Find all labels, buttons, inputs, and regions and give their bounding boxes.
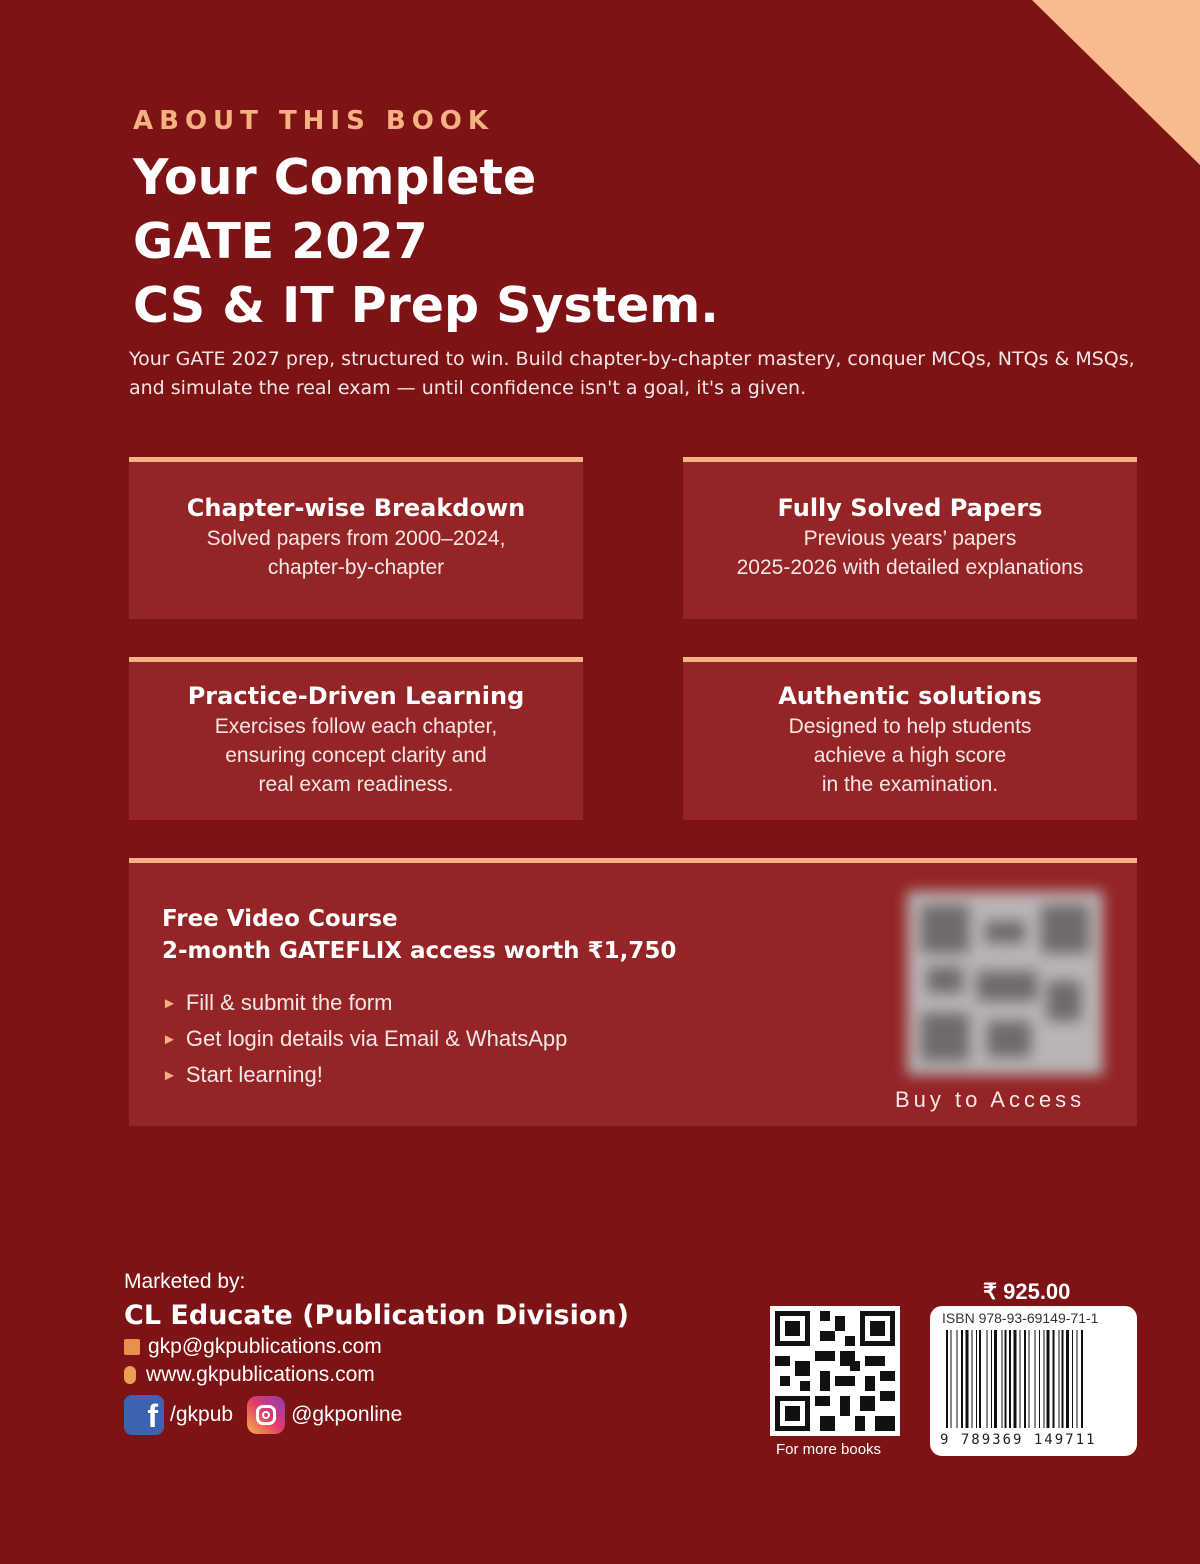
blurred-qr-code[interactable] [907,891,1103,1075]
qr-code[interactable] [770,1306,900,1436]
email-link[interactable]: gkp@gkpublications.com [148,1335,382,1358]
arrow-icon: ► [162,995,177,1012]
step-label: Get login details via Email & WhatsApp [185,1026,568,1051]
steps-list [162,985,567,1093]
feature-card [129,657,583,820]
feature-desc: Exercises follow each chapter, ensuring concept clarity and real exam readiness. [214,715,498,796]
social-row [124,1395,629,1435]
facebook-icon: f [124,1395,164,1435]
step-label: Start learning! [185,1062,323,1087]
arrow-icon: ► [162,1067,177,1084]
arrow-icon: ► [162,1031,177,1048]
headline [133,146,719,338]
headline-line: Your Complete [133,149,537,206]
isbn-barcode [930,1306,1137,1456]
facebook-handle[interactable]: /gkpub [170,1403,234,1426]
instagram-handle[interactable]: @gkponline [291,1403,403,1426]
intro-text: Your GATE 2027 prep, structured to win. Build chapter-by-chapter mastery, conquer MCQs, NTQs & MSQs, and simulate the real exam — until confidence isn't a goal, it's a given. [129,348,1135,399]
corner-accent [1032,0,1200,165]
qr-caption-books: For more books [776,1441,882,1458]
feature-title: Chapter-wise Breakdown [186,494,526,522]
step-item [162,1057,567,1093]
barcode-icon [944,1330,1124,1430]
price: ₹ 925.00 [983,1279,1071,1304]
video-course-subtitle: 2-month GATEFLIX access worth ₹1,750 [162,938,677,964]
email-row [124,1335,629,1359]
step-label: Fill & submit the form [185,990,393,1015]
feature-title: Practice-Driven Learning [187,682,525,710]
mouse-icon [124,1366,136,1384]
website-link[interactable]: www.gkpublications.com [146,1363,375,1386]
step-item [162,1021,567,1057]
feature-desc: Designed to help students achieve a high score in the examination. [788,715,1032,796]
qr-caption: Buy to Access [895,1087,1086,1112]
feature-card [683,657,1137,820]
mail-icon [124,1339,140,1355]
barcode-digits: 9 789369 149711 [940,1432,1097,1448]
headline-line: GATE 2027 [133,213,428,270]
feature-title: Authentic solutions [778,682,1042,710]
video-course-panel [129,858,1137,1126]
isbn-label: ISBN 978-93-69149-71-1 [942,1310,1099,1326]
publisher-name: CL Educate (Publication Division) [124,1300,629,1331]
step-item [162,985,567,1021]
feature-desc: Solved papers from 2000–2024, chapter-by-chapter [206,527,506,579]
instagram-icon [247,1396,285,1434]
headline-line: CS & IT Prep System. [133,277,719,334]
website-row [124,1363,629,1387]
video-course-title [162,903,676,967]
video-course-heading: Free Video Course [162,906,398,932]
feature-title: Fully Solved Papers [777,494,1043,522]
feature-card [129,457,583,619]
marketed-by-label: Marketed by: [124,1270,246,1293]
eyebrow-label: ABOUT THIS BOOK [133,106,495,136]
publisher-block [124,1270,629,1435]
feature-card [683,457,1137,619]
feature-desc: Previous years’ papers 2025-2026 with detailed explanations [736,527,1084,579]
